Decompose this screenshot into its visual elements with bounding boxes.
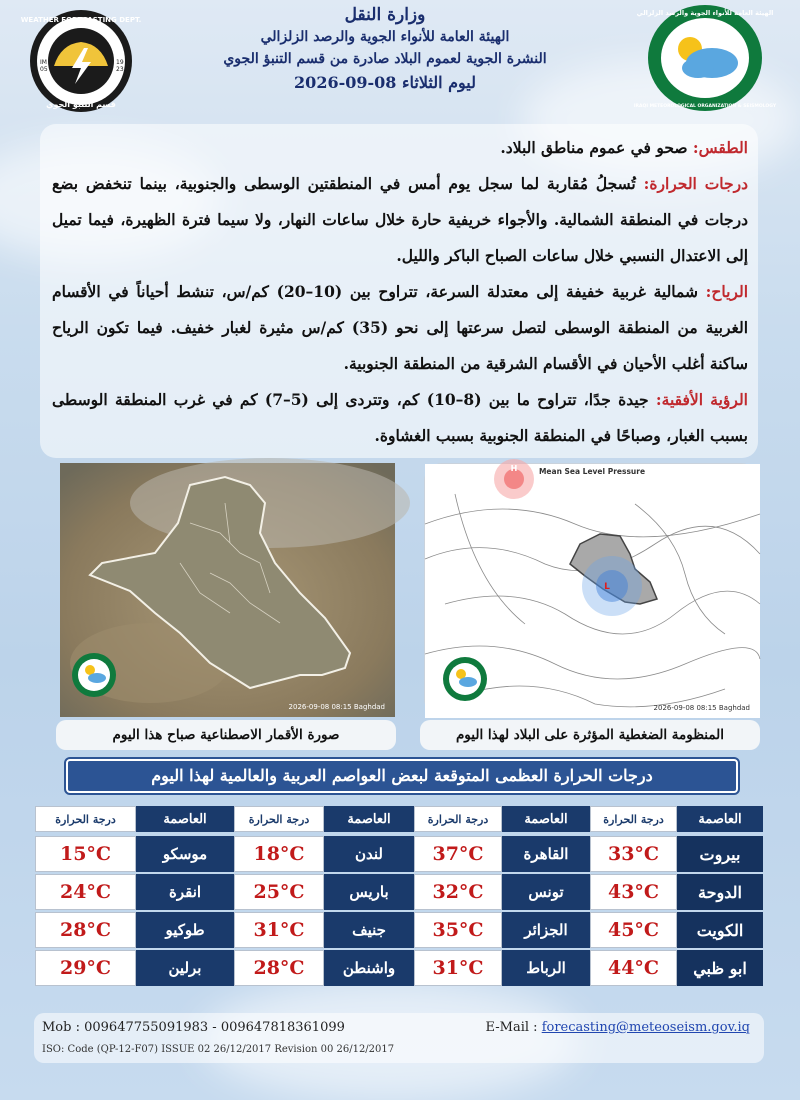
table-row	[35, 912, 763, 948]
bulletin-date: ليوم الثلاثاء 08-09-2026	[294, 73, 476, 92]
page-header	[0, 0, 797, 118]
visibility-text: جيدة جدًا، تتراوح ما بين (8–10) كم، وتتردى إلى (5–7) كم في غرب المنطقة الوسطى بسبب الغبار، وصباحًا في المنطقة الجنوبية بسبب الغشاوة.	[52, 390, 748, 445]
authority-name: الهيئة العامة للأنواء الجوية والرصد الزلزالي	[260, 29, 510, 45]
capitals-temperature-table	[35, 806, 763, 992]
visibility-label: الرؤية الأفقية:	[655, 390, 748, 409]
weather-bulletin	[40, 124, 758, 458]
satellite-image	[60, 463, 395, 717]
column-header-city: العاصمة	[502, 806, 590, 832]
satellite-watermark-logo	[72, 653, 116, 697]
weather-text: صحو في عموم مناطق البلاد.	[500, 138, 693, 157]
table-row	[35, 836, 763, 872]
city-name: الرباط	[502, 950, 590, 986]
pressure-map-caption: المنظومة الضغطية المؤثرة على البلاد لهذا اليوم	[420, 720, 760, 750]
header-titles	[170, 4, 600, 95]
city-temperature: 29°C	[35, 950, 136, 986]
table-row	[35, 950, 763, 986]
weather-forecasting-dept-logo	[20, 8, 142, 114]
satellite-caption: صورة الأقمار الاصطناعية صباح هذا اليوم	[56, 720, 396, 750]
email-contact	[486, 1020, 750, 1035]
column-header-city: العاصمة	[324, 806, 414, 832]
city-name: ابو ظبي	[677, 950, 763, 986]
column-header-temperature: درجة الحرارة	[414, 806, 502, 832]
city-temperature: 44°C	[590, 950, 677, 986]
city-temperature: 32°C	[414, 874, 502, 910]
city-temperature: 24°C	[35, 874, 136, 910]
high-pressure-label: H	[510, 464, 518, 473]
pressure-map-title: Mean Sea Level Pressure	[538, 467, 646, 476]
temperature-paragraph	[52, 166, 748, 274]
city-name: باريس	[324, 874, 414, 910]
iso-code: ISO: Code (QP-12-F07) ISSUE 02 26/12/2017 Revision 00 26/12/2017	[42, 1044, 395, 1055]
city-temperature: 45°C	[590, 912, 677, 948]
svg-text:الهيئة العامة للأنواء الجوية و: الهيئة العامة للأنواء الجوية والرصد الزلزالي	[636, 9, 774, 17]
city-name: الجزائر	[502, 912, 590, 948]
satellite-timestamp: 2026-09-08 08:15 Baghdad	[288, 703, 385, 711]
city-temperature: 37°C	[414, 836, 502, 872]
meteorological-organization-logo	[633, 3, 777, 113]
city-temperature: 28°C	[35, 912, 136, 948]
weather-label: الطقس:	[692, 138, 748, 157]
email-link[interactable]: forecasting@meteoseism.gov.iq	[541, 1020, 750, 1035]
svg-text:IRAQI METEOROLOGICAL ORGANIZAT: IRAQI METEOROLOGICAL ORGANIZATION & SEISMOLOGY	[633, 104, 777, 109]
ministry-name: وزارة النقل	[344, 5, 426, 25]
city-temperature: 18°C	[234, 836, 324, 872]
wind-paragraph	[52, 274, 748, 382]
bulletin-title: النشرة الجوية لعموم البلاد صادرة من قسم التنبؤ الجوي	[223, 51, 547, 67]
city-name: موسكو	[136, 836, 234, 872]
city-temperature: 31°C	[414, 950, 502, 986]
svg-text:19: 19	[116, 59, 124, 66]
weather-paragraph	[52, 130, 748, 166]
pressure-map-timestamp: 2026-09-08 08:15 Baghdad	[653, 704, 750, 712]
city-temperature: 43°C	[590, 874, 677, 910]
low-pressure-label: L	[604, 582, 610, 592]
city-temperature: 25°C	[234, 874, 324, 910]
city-name: القاهرة	[502, 836, 590, 872]
city-temperature: 31°C	[234, 912, 324, 948]
city-name: جنيف	[324, 912, 414, 948]
pressure-map-watermark-logo	[443, 657, 487, 701]
city-name: الكويت	[677, 912, 763, 948]
svg-text:WEATHER FORECASTING DEPT.: WEATHER FORECASTING DEPT.	[20, 16, 142, 24]
city-name: بيروت	[677, 836, 763, 872]
column-header-city: العاصمة	[677, 806, 763, 832]
page-footer	[34, 1013, 764, 1063]
svg-text:قسم التنبؤ الجوي: قسم التنبؤ الجوي	[46, 100, 116, 109]
city-name: طوكيو	[136, 912, 234, 948]
svg-text:IM: IM	[40, 59, 47, 66]
city-name: انقرة	[136, 874, 234, 910]
city-temperature: 35°C	[414, 912, 502, 948]
pressure-map	[425, 464, 760, 718]
column-header-temperature: درجة الحرارة	[35, 806, 136, 832]
email-label: E-Mail :	[485, 1020, 542, 1035]
city-name: تونس	[502, 874, 590, 910]
column-header-temperature: درجة الحرارة	[590, 806, 677, 832]
city-name: برلين	[136, 950, 234, 986]
wind-label: الرياح:	[705, 282, 749, 301]
temperatures-table-title: درجات الحرارة العظمى المتوقعة لبعض العواصم العربية والعالمية لهذا اليوم	[66, 759, 738, 793]
column-header-temperature: درجة الحرارة	[234, 806, 324, 832]
wind-text: شمالية غربية خفيفة إلى معتدلة السرعة، تتراوح بين (10–20) كم/س، تنشط أحياناً في الأقسام الغربية من المنطقة الوسطى لتصل سرعتها إلى نحو (35) كم/س مثيرة لغبار خفيف. فيما تكون الرياح ساكنة أغلب الأحيان في الأقسام الشرقية من المنطقة الجنوبية.	[52, 282, 748, 373]
city-temperature: 33°C	[590, 836, 677, 872]
city-temperature: 15°C	[35, 836, 136, 872]
city-name: واشنطن	[324, 950, 414, 986]
temperature-text: تُسجلُ مُقاربة لما سجل يوم أمس في المنطقتين الوسطى والجنوبية، بينما تنخفض بضع درجات في المنطقة الشمالية. والأجواء خريفية حارة خلال ساعات النهار، ولا سيما فترة الظهيرة، فيما تميل إلى الاعتدال النسبي خلال ساعات الصباح الباكر والليل.	[52, 174, 748, 265]
satellite-map	[60, 463, 395, 717]
visibility-paragraph	[52, 382, 748, 454]
city-name: لندن	[324, 836, 414, 872]
temperature-label: درجات الحرارة:	[643, 174, 748, 193]
city-temperature: 28°C	[234, 950, 324, 986]
table-header-row	[35, 806, 763, 832]
svg-text:05: 05	[40, 66, 48, 73]
column-header-city: العاصمة	[136, 806, 234, 832]
svg-text:23: 23	[116, 66, 124, 73]
mobile-numbers: Mob : 009647755091983 - 009647818361099	[42, 1020, 345, 1035]
city-name: الدوحة	[677, 874, 763, 910]
table-row	[35, 874, 763, 910]
pressure-map-image	[424, 463, 759, 717]
